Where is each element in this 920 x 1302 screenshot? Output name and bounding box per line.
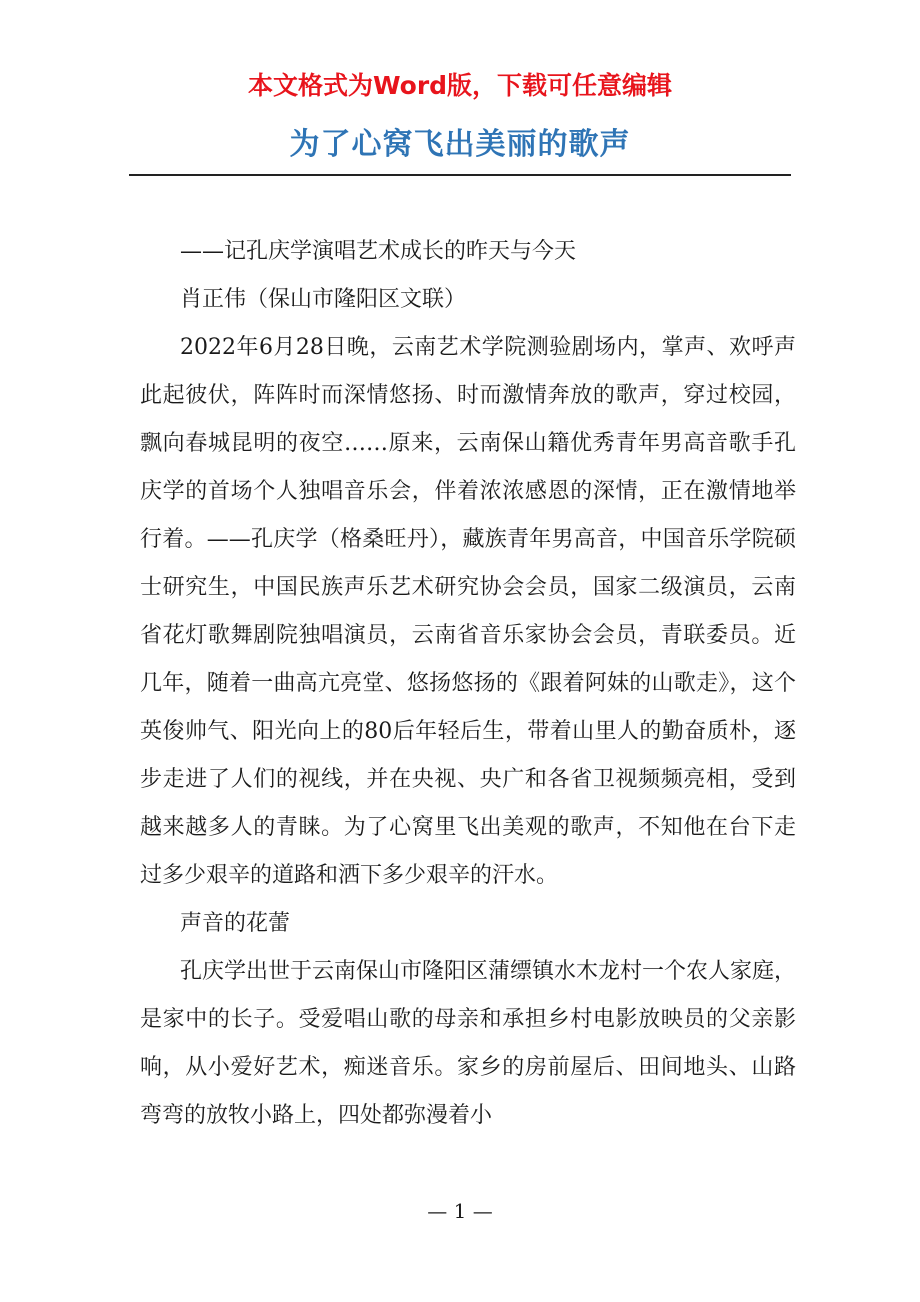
document-title: 为了心窝飞出美丽的歌声 (289, 127, 631, 162)
article-paragraph: 孔庆学出世于云南保山市隆阳区蒲缥镇水木龙村一个农人家庭，是家中的长子。受爱唱山歌的母亲和承担乡村电影放映员的父亲影响，从小爱好艺术，痴迷音乐。家乡的房前屋后、田间地头、山路弯弯的放牧小路上，四处都弥漫着小 (140, 959, 797, 1128)
article-subtitle: ——记孔庆学演唱艺术成长的昨天与今天 (180, 239, 577, 264)
title-divider (129, 174, 791, 176)
download-notice: 本文格式为Word版，下载可任意编辑 (247, 71, 673, 100)
page-number: — 1 — (427, 1199, 493, 1223)
section-heading: 声音的花蕾 (180, 911, 291, 936)
article-author: 肖正伟（保山市隆阳区文联） (180, 287, 467, 312)
article-body (140, 228, 796, 1140)
article-paragraph: 2022年6月28日晚，云南艺术学院测验剧场内，掌声、欢呼声此起彼伏，阵阵时而深情悠扬、时而激情奔放的歌声，穿过校园，飘向春城昆明的夜空……原来，云南保山籍优秀青年男高音歌手孔庆学的首场个人独唱音乐会，伴着浓浓感恩的深情，正在激情地举行着。——孔庆学（格桑旺丹），藏族青年男高音，中国音乐学院硕士研究生，中国民族声乐艺术研究协会会员，国家二级演员，云南省花灯歌舞剧院独唱演员，云南省音乐家协会会员，青联委员。近几年，随着一曲高亢亮堂、悠扬悠扬的《跟着阿妹的山歌走》，这个英俊帅气、阳光向上的80后年轻后生，带着山里人的勤奋质朴，逐步走进了人们的视线，并在央视、央广和各省卫视频频亮相，受到越来越多人的青睐。为了心窝里飞出美观的歌声，不知他在台下走过多少艰辛的道路和洒下多少艰辛的汗水。 (140, 335, 796, 888)
